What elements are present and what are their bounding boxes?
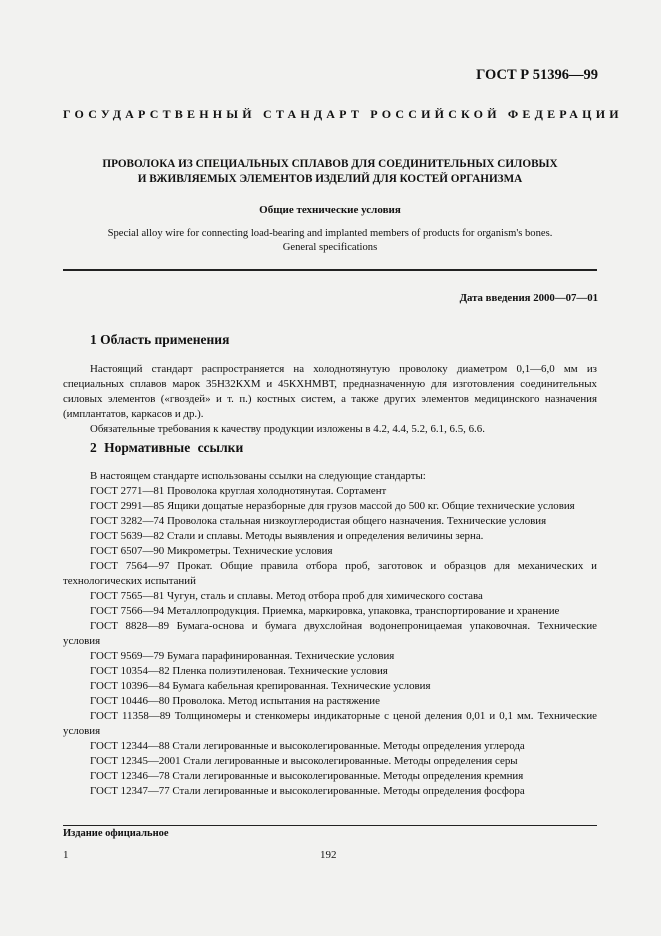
reference-item: ГОСТ 7566—94 Металлопродукция. Приемка, маркировка, упаковка, транспортирование и хранение [90, 605, 560, 617]
title-line-1: ПРОВОЛОКА ИЗ СПЕЦИАЛЬНЫХ СПЛАВОВ ДЛЯ СОЕДИНИТЕЛЬНЫХ СИЛОВЫХ [102, 158, 558, 170]
paragraph: Настоящий стандарт распространяется на холоднотянутую проволоку диаметром 0,1—6,0 мм из специальных сплавов марок 35Н32КХМ и 45КХНМВТ, предназначенную для изготовления соединительных силовых элементов («гвоздей» и т. п.) костных систем, а также других элементов медицинского назначения (имплантатов, каркасов и др.). [63, 363, 597, 420]
paragraph: Обязательные требования к качеству продукции изложены в 4.2, 4.4, 5.2, 6.1, 6.5, 6.6. [90, 423, 485, 435]
effective-date [460, 292, 598, 304]
effective-date-label: Дата введения [459, 292, 531, 304]
reference-item: ГОСТ 10354—82 Пленка полиэтиленовая. Технические условия [90, 665, 388, 677]
title-en-line-2: General specifications [282, 241, 378, 253]
section-1-heading: 1 Область применения [90, 332, 230, 347]
reference-item: ГОСТ 2991—85 Ящики дощатые неразборные для грузов массой до 500 кг. Общие технические условия [90, 500, 575, 512]
effective-date-value: 2000—07—01 [533, 292, 598, 304]
section-2-body [63, 469, 597, 799]
reference-item: ГОСТ 12347—77 Стали легированные и высоколегированные. Методы определения фосфора [90, 785, 525, 797]
reference-item: ГОСТ 11358—89 Толщиномеры и стенкомеры индикаторные с ценой деления 0,01 и 0,1 мм. Технические условия [63, 710, 597, 737]
reference-item: ГОСТ 3282—74 Проволока стальная низкоуглеродистая общего назначения. Технические условия [90, 515, 547, 527]
footer-divider [63, 825, 597, 826]
document-subtitle-ru: Общие технические условия [259, 204, 401, 216]
reference-item: ГОСТ 9569—79 Бумага парафинированная. Технические условия [90, 650, 395, 662]
document-title-ru [63, 157, 597, 186]
section-1-body [63, 362, 597, 437]
document-title-en [63, 227, 597, 254]
reference-item: ГОСТ 12345—2001 Стали легированные и высоколегированные. Методы определения серы [90, 755, 518, 767]
reference-item: ГОСТ 2771—81 Проволока круглая холоднотянутая. Сортамент [90, 485, 387, 497]
title-en-line-1: Special alloy wire for connecting load-bearing and implanted members of products for organism's bones. [107, 228, 553, 239]
reference-item: ГОСТ 10396—84 Бумага кабельная крепированная. Технические условия [90, 680, 431, 692]
reference-item: ГОСТ 7565—81 Чугун, сталь и сплавы. Метод отбора проб для химического состава [90, 590, 483, 602]
title-line-2: И ВЖИВЛЯЕМЫХ ЭЛЕМЕНТОВ ИЗДЕЛИЙ ДЛЯ КОСТЕЙ ОРГАНИЗМА [137, 172, 523, 185]
paragraph: В настоящем стандарте использованы ссылки на следующие стандарты: [90, 470, 426, 482]
page-number-center: 192 [320, 849, 337, 861]
reference-item: ГОСТ 10446—80 Проволока. Метод испытания на растяжение [90, 695, 380, 707]
section-2-heading: 2 Нормативные ссылки [90, 440, 244, 455]
reference-item: ГОСТ 8828—89 Бумага-основа и бумага двухслойная водонепроницаемая упаковочная. Технические условия [63, 620, 597, 647]
reference-item: ГОСТ 7564—97 Прокат. Общие правила отбора проб, заготовок и образцов для механических и технологических испытаний [63, 560, 597, 587]
document-code: ГОСТ Р 51396—99 [476, 67, 598, 83]
reference-item: ГОСТ 12346—78 Стали легированные и высоколегированные. Методы определения кремния [90, 770, 524, 782]
official-edition-label: Издание официальное [63, 828, 169, 839]
state-standard-banner: ГОСУДАРСТВЕННЫЙ СТАНДАРТ РОССИЙСКОЙ ФЕДЕРАЦИИ [63, 107, 623, 121]
page-number-left: 1 [63, 849, 69, 861]
reference-item: ГОСТ 5639—82 Стали и сплавы. Методы выявления и определения величины зерна. [90, 530, 484, 542]
reference-item: ГОСТ 6507—90 Микрометры. Технические условия [90, 545, 333, 557]
reference-item: ГОСТ 12344—88 Стали легированные и высоколегированные. Методы определения углерода [90, 740, 525, 752]
title-divider [63, 269, 597, 271]
